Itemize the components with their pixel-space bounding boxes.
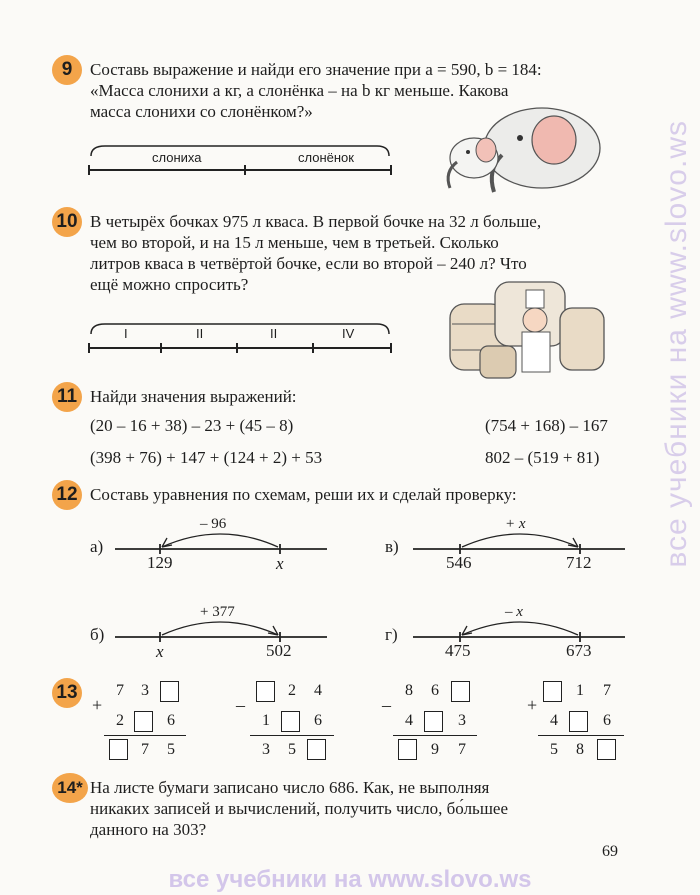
task-11-title: Найди значения выражений:: [90, 387, 297, 406]
scheme-g-right-value: 673: [566, 641, 592, 660]
scheme-v-right-value: 712: [566, 553, 592, 572]
puzzle-1-digit: 6: [167, 712, 175, 729]
task-12-badge: 12: [52, 480, 82, 510]
puzzle-2-digit: 5: [288, 741, 296, 758]
puzzle-4-empty-box[interactable]: [569, 711, 588, 732]
segment-label-IV: IV: [342, 326, 355, 341]
task-12-title: Составь уравнения по схемам, реши их и сделай проверку:: [90, 485, 517, 504]
puzzle-1-digit: 5: [167, 741, 175, 758]
scheme-b-operation: + 377: [200, 604, 235, 620]
puzzle-1-empty-box[interactable]: [134, 711, 153, 732]
puzzle-4-digit: 1: [576, 682, 584, 699]
puzzle-1-sum-line: [104, 735, 186, 736]
task-11-expr-1: (20 – 16 + 38) – 23 + (45 – 8): [90, 416, 294, 435]
puzzle-4-digit: 7: [603, 682, 611, 699]
puzzle-3-digit: 3: [458, 712, 466, 729]
puzzle-4-sign: +: [527, 695, 538, 715]
puzzle-3-digit: 7: [458, 741, 466, 758]
scheme-b-left-value: x: [156, 642, 164, 661]
puzzle-3-sign: –: [382, 695, 391, 715]
scheme-g-label: г): [385, 625, 398, 644]
puzzle-3-digit: 4: [405, 712, 413, 729]
task-11-expr-2: (754 + 168) – 167: [485, 416, 608, 435]
barrels-illustration: [440, 272, 610, 384]
segment-label-II-b: II: [270, 326, 278, 341]
task-9-badge: 9: [52, 55, 82, 85]
puzzle-4-sum-line: [538, 735, 624, 736]
task-14-line-2: никаких записей и вычислений, получить число, бо́льшее: [90, 799, 508, 818]
puzzle-4-empty-box[interactable]: [597, 739, 616, 760]
puzzle-2-empty-box[interactable]: [281, 711, 300, 732]
puzzle-2-result-line: [250, 735, 334, 736]
puzzle-4-digit: 4: [550, 712, 558, 729]
task-14-line-1: На листе бумаги записано число 686. Как, не выполняя: [90, 778, 490, 797]
task-10-line-2: чем во второй, и на 15 л меньше, чем в третьей. Сколько: [90, 233, 499, 252]
puzzle-4-digit: 5: [550, 741, 558, 758]
scheme-b-label: б): [90, 625, 105, 644]
side-watermark: все учебники на www.slovo.ws: [660, 120, 693, 568]
task-9-line-1: Составь выражение и найди его значение при a = 590, b = 184:: [90, 60, 542, 79]
scheme-b-number-line: [115, 613, 330, 648]
puzzle-3-digit: 9: [431, 741, 439, 758]
puzzle-1-digit: 7: [141, 741, 149, 758]
puzzle-2-empty-box[interactable]: [256, 681, 275, 702]
footer-watermark: все учебники на www.slovo.ws: [168, 866, 532, 893]
task-13-badge: 13: [52, 678, 82, 708]
segment-label-I: I: [124, 326, 128, 341]
puzzle-2-sign: –: [236, 695, 245, 715]
task-10-line-1: В четырёх бочках 975 л кваса. В первой бочке на 32 л больше,: [90, 212, 542, 231]
scheme-a-label: а): [90, 537, 104, 556]
scheme-a-left-value: 129: [147, 553, 173, 572]
puzzle-1-digit: 3: [141, 682, 149, 699]
task-11-expr-3: (398 + 76) + 147 + (124 + 2) + 53: [90, 448, 323, 467]
scheme-a-operation: – 96: [200, 516, 227, 532]
page-number: 69: [602, 843, 618, 860]
segment-label-baby: слонёнок: [298, 150, 354, 165]
puzzle-4-digit: 8: [576, 741, 584, 758]
scheme-g-operation: – x: [505, 604, 523, 620]
task-10-line-4: ещё можно спросить?: [90, 275, 249, 294]
task-10-line-3: литров кваса в четвёртой бочке, если во второй – 240 л? Что: [90, 254, 527, 273]
task-9-line-2: «Масса слонихи a кг, а слонёнка – на b кг меньше. Какова: [90, 81, 509, 100]
scheme-b-right-value: 502: [266, 641, 292, 660]
segment-label-II-a: II: [196, 326, 204, 341]
puzzle-1-empty-box[interactable]: [160, 681, 179, 702]
task-11-expr-4: 802 – (519 + 81): [485, 448, 600, 467]
puzzle-4-empty-box[interactable]: [543, 681, 562, 702]
scheme-v-label: в): [385, 537, 399, 556]
puzzle-1-sign: +: [92, 695, 103, 715]
puzzle-1-empty-box[interactable]: [109, 739, 128, 760]
task-14-line-3: данного на 303?: [90, 820, 207, 839]
puzzle-1-digit: 2: [116, 712, 124, 729]
puzzle-2-digit: 6: [314, 712, 322, 729]
puzzle-2-digit: 4: [314, 682, 322, 699]
puzzle-3-digit: 6: [431, 682, 439, 699]
puzzle-3-empty-box[interactable]: [398, 739, 417, 760]
puzzle-1-digit: 7: [116, 682, 124, 699]
puzzle-2-digit: 3: [262, 741, 270, 758]
puzzle-4-digit: 6: [603, 712, 611, 729]
puzzle-2-empty-box[interactable]: [307, 739, 326, 760]
task-9-line-3: масса слонихи со слонёнком?»: [90, 102, 313, 121]
puzzle-3-result-line: [393, 735, 477, 736]
elephants-illustration: [432, 100, 612, 205]
task-10-badge: 10: [52, 207, 82, 237]
puzzle-3-digit: 8: [405, 682, 413, 699]
task-14-badge: 14*: [52, 773, 88, 803]
scheme-a-right-value: x: [276, 554, 284, 573]
scheme-v-operation: + x: [505, 516, 526, 532]
scheme-g-left-value: 475: [445, 641, 471, 660]
scheme-v-left-value: 546: [446, 553, 472, 572]
task-11-badge: 11: [52, 382, 82, 412]
puzzle-3-empty-box[interactable]: [451, 681, 470, 702]
puzzle-2-digit: 1: [262, 712, 270, 729]
segment-label-mother: слониха: [152, 150, 202, 165]
puzzle-3-empty-box[interactable]: [424, 711, 443, 732]
puzzle-2-digit: 2: [288, 682, 296, 699]
